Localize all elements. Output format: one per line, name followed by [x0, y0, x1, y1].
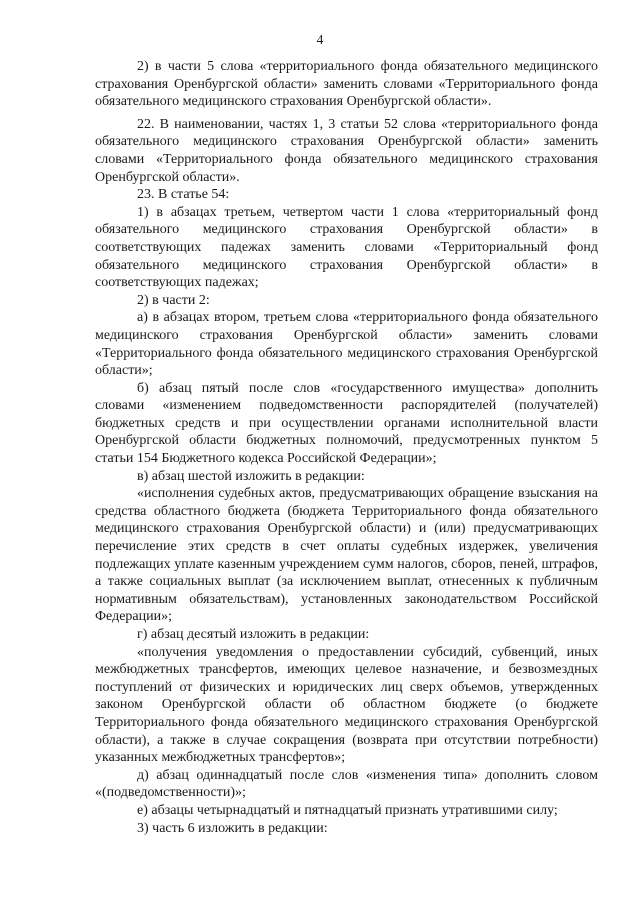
- paragraph: 23. В статье 54:: [137, 187, 230, 203]
- paragraph: 1) в абзацах третьем, четвертом части 1 слова «территориальный фонд обязательного медицинского страхования Оренбургской области» в соответствующих падежах заменить словами «Территориальный фонд обязательного медицинского страхования Оренбургской области» в соответствующих падежах;: [95, 204, 598, 291]
- paragraph: в) абзац шестой изложить в редакции:: [137, 468, 365, 484]
- page-number: 4: [316, 32, 324, 47]
- paragraph: б) абзац пятый после слов «государственного имущества» дополнить словами «изменением подведомственности распорядителей (получателей) бюджетных средств и при осуществлении органами исполнительной власти Оренбургской области бюджетных полномочий, предусмотренных пунктом 5 статьи 154 Бюджетного кодекса Российской Федерации»;: [95, 380, 598, 467]
- paragraph: е) абзацы четырнадцатый и пятнадцатый признать утратившими силу;: [137, 802, 558, 818]
- paragraph: «исполнения судебных актов, предусматривающих обращение взыскания на средства областного бюджета (бюджета Территориального фонда обязательного медицинского страхования Оренбургской области) и (или) предусматривающих перечисление этих средств в счет оплаты судебных издержек, увеличения подлежащих уплате казенным учреждением сумм налогов, сборов, пеней, штрафов, а также социальных выплат (за исключением выплат, отнесенных к публичным нормативным обязательствам), установленных законодательством Российской Федерации»;: [95, 486, 598, 625]
- paragraph: 2) в части 5 слова «территориального фонда обязательного медицинского страхования Оренбургской области» заменить словами «Территориального фонда обязательного медицинского страхования Оренбургской области».: [95, 59, 598, 110]
- paragraph: а) в абзацах втором, третьем слова «территориального фонда обязательного медицинского страхования Оренбургской области» заменить словами «Территориального фонда обязательного медицинского страхования Оренбургской области»;: [95, 310, 598, 379]
- paragraph: д) абзац одиннадцатый после слов «изменения типа» дополнить словом «(подведомственности)»;: [95, 767, 598, 801]
- paragraph: 3) часть 6 изложить в редакции:: [137, 820, 328, 836]
- paragraph: г) абзац десятый изложить в редакции:: [137, 627, 370, 642]
- paragraph: 2) в части 2:: [137, 292, 210, 308]
- document-body: [95, 58, 598, 837]
- paragraph: «получения уведомления о предоставлении субсидий, субвенций, иных межбюджетных трансфертов, имеющих целевое назначение, и безвозмездных поступлений от физических и юридических лиц сверх объемов, утвержденных законом Оренбургской области об областном бюджете (о бюджете Территориального фонда обязательного медицинского страхования Оренбургской области), а также в случае сокращения (возврата при отсутствии потребности) указанных межбюджетных трансфертов»;: [95, 644, 598, 766]
- paragraph: 22. В наименовании, частях 1, 3 статьи 52 слова «территориального фонда обязательного медицинского страхования Оренбургской области» заменить словами «Территориального фонда обязательного медицинского страхования Оренбургской области».: [95, 116, 598, 185]
